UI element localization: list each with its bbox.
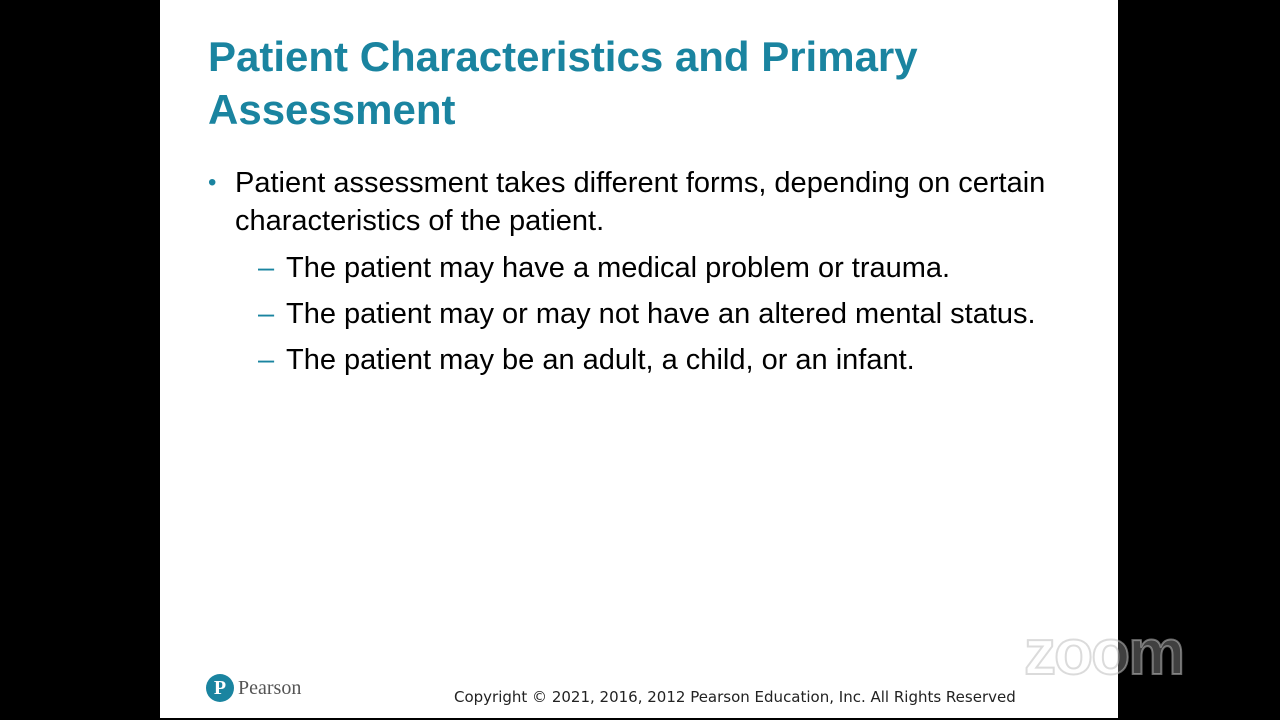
zoom-watermark: zoom bbox=[1024, 616, 1184, 688]
copyright-notice: Copyright © 2021, 2016, 2012 Pearson Education, Inc. All Rights Reserved bbox=[454, 688, 1016, 706]
slide-title: Patient Characteristics and Primary Assessment bbox=[208, 33, 918, 133]
sub-bullet-text: The patient may be an adult, a child, or an infant. bbox=[286, 344, 915, 376]
bullet-item bbox=[208, 164, 1088, 240]
dash-icon: – bbox=[258, 252, 275, 284]
bullet-dot-icon: • bbox=[208, 169, 217, 196]
pearson-logo-text: Pearson bbox=[238, 676, 302, 699]
dash-icon: – bbox=[258, 298, 275, 330]
sub-bullet-text: The patient may or may not have an altered mental status. bbox=[286, 298, 1036, 330]
pearson-logo bbox=[206, 673, 301, 703]
dash-icon: – bbox=[258, 344, 275, 376]
slide-body bbox=[208, 164, 1088, 387]
presentation-slide bbox=[160, 0, 1118, 718]
bullet-text: Patient assessment takes different forms, depending on certain characteristics of the patient. bbox=[235, 167, 1046, 237]
sub-bullet-item bbox=[258, 295, 1088, 333]
sub-bullet-item bbox=[258, 341, 1088, 379]
sub-bullet-text: The patient may have a medical problem or trauma. bbox=[286, 252, 951, 284]
sub-bullet-list bbox=[208, 249, 1088, 379]
pearson-logo-icon: P bbox=[206, 674, 234, 702]
sub-bullet-item bbox=[258, 249, 1088, 287]
